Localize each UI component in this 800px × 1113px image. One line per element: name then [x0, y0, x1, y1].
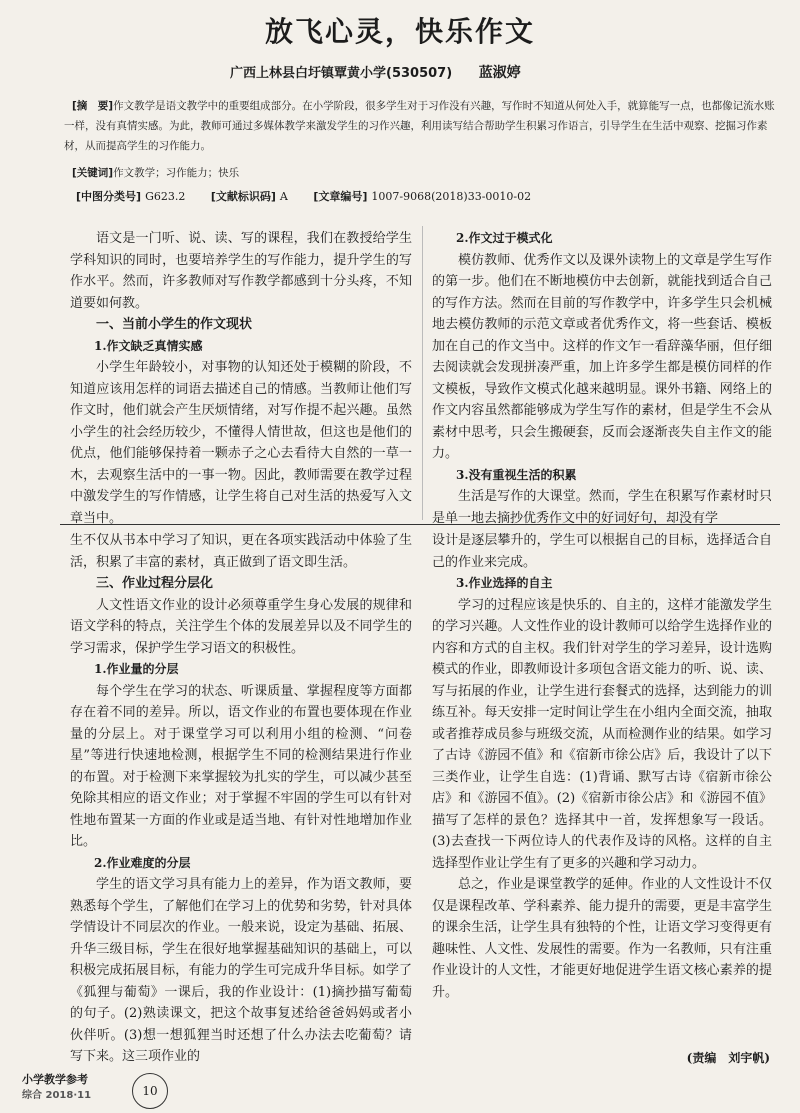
classification-row — [76, 188, 776, 204]
article-title: 放飞心灵，快乐作文 — [264, 15, 535, 48]
author-name: 蓝淑婷 — [478, 65, 521, 81]
column-top-left — [70, 228, 412, 529]
subsection-heading: 3.没有重视生活的积累 — [456, 467, 577, 482]
class-number-value: G623.2 — [145, 190, 186, 203]
paragraph: 学生的语文学习具有能力上的差异，作为语文教师，要熟悉每个学生，了解他们在学习上的优势和劣势，针对具体学情设计不同层次的作业。一般来说，设定为基础、拓展、升华三级目标，学生在很好地掌握基础知识的基础上，可以积极完成拓展目标，有能力的学生可完成升华目标。如学了《狐狸与葡萄》一课后，我的作业设计：(1)摘抄描写葡萄的句子。(2)熟读课文，把这个故事复述给爸爸妈妈或者小伙伴听。(3)想一想狐狸当时还想了什么办法去吃葡萄？请写下来。这三项作业的 — [70, 877, 412, 1064]
article-id-label: [文章编号] — [313, 190, 368, 203]
article-id-value: 1007-9068(2018)33-0010-02 — [371, 190, 532, 203]
column-bottom-right — [432, 530, 772, 1003]
paragraph: 语文是一门听、说、读、写的课程，我们在教授给学生学科知识的同时，也要培养学生的写作能力，提升学生的写作水平。然而，许多教师对写作教学都感到十分头疼，不知道要如何教。 — [70, 231, 412, 311]
section-divider — [60, 524, 780, 525]
subsection-heading: 1.作业量的分层 — [94, 662, 179, 676]
section-heading: 一、当前小学生的作文现状 — [96, 317, 253, 332]
paragraph: 模仿教师、优秀作文以及课外读物上的文章是学生写作的第一步。他们在不断地模仿中去创新，就能找到适合自己的写作方法。然而在目前的写作教学中，许多学生只会机械地去模仿教师的示范文章或者优秀作文，将一些套话、模板加在自己的作文当中。这样的作文乍一看辞藻华丽，但仔细去阅读就会发现拼凑严重，加上许多学生都是模仿同样的作文模板，导致作文模式化越来越明显。课外书籍、网络上的作文内容虽然都能够成为学生写作的素材，但是学生不会从素材中思考，只会生搬硬套，反而会逐渐丧失自主作文的能力。 — [432, 252, 772, 461]
subsection-heading: 2.作业难度的分层 — [94, 855, 191, 870]
abstract — [64, 96, 776, 156]
class-number-label: [中图分类号] — [76, 190, 142, 203]
abstract-label: [摘 要] — [72, 100, 114, 112]
keywords-label: [关键词] — [72, 167, 114, 179]
paragraph: 每个学生在学习的状态、听课质量、掌握程度等方面都存在着不同的差异。所以，语文作业的布置也要体现在作业量的分层上。对于课堂学习可以利用小组的检测、“问卷星”等进行快速地检测，根据学生不同的检测结果进行作业的布置。对于检测下来掌握较为扎实的学生，可以减少甚至免除其相应的语文作业；对于掌握不牢固的学生可以有针对性地布置某一方面的作业或是适当地、有针对性地增加作业比。 — [70, 683, 412, 849]
subsection-heading: 1.作文缺乏真情实感 — [94, 338, 203, 353]
paragraph: 小学生年龄较小，对事物的认知还处于模糊的阶段，不知道应该用怎样的词语去描述自己的情感。当教师让他们写作文时，他们就会产生厌烦情绪，对写作提不起兴趣。虽然小学生的社会经历较少，不懂得人情世故，但这也是他们的优点，他们能够保持着一颗赤子之心去看待大自然的一草一木，去观察生活中的一事一物。因此，教师需要在教学过程中激发学生的写作情感，让学生将自己对生活的热爱写入文章当中。 — [70, 360, 412, 526]
editor-credit: (责编 刘宇帆) — [686, 1051, 770, 1065]
abstract-text: 作文教学是语文教学中的重要组成部分。在小学阶段，很多学生对于习作没有兴趣，写作时不知道从何处入手，就算能写一点，也都像记流水账一样，没有真情实感。为此，教师可通过多媒体教学来激发学生的习作兴趣，利用读写结合帮助学生积累习作语言，引导学生在生活中观察、挖掘习作素材，从而提高学生的习作能力。 — [64, 100, 775, 152]
byline — [230, 62, 690, 82]
journal-name: 小学教学参考 — [22, 1073, 88, 1086]
subsection-heading: 2.作文过于模式化 — [456, 231, 553, 245]
paragraph: 设计是逐层攀升的，学生可以根据自己的目标，选择适合自己的作业来完成。 — [432, 533, 772, 570]
journal-footer — [22, 1072, 91, 1104]
paragraph: 学习的过程应该是快乐的、自主的，这样才能激发学生的学习兴趣。人文性作业的设计教师可以给学生选择作业的内容和方式的自主权。我们针对学生的学习差异，设计选购模式的作业，即教师设计多项包含语文能力的听、说、读、写与拓展的作业，让学生进行套餐式的选择，达到能力的训练互补。每天安排一定时间让学生在小组内全面交流，抽取或者推荐成员参与班级交流，从而检测作业的结果。如学习了古诗《游园不值》和《宿新市徐公店》后，我设计了以下三类作业，让学生自选：(1)背诵、默写古诗《宿新市徐公店》和《游园不值》。(2)《宿新市徐公店》和《游园不值》描写了怎样的景色？选择其中一首，发挥想象写一段话。(3)去查找一下两位诗人的代表作及诗的风格。这样的自主选择型作业让学生有了更多的兴趣和学习动力。 — [432, 597, 772, 871]
column-bottom-left — [70, 530, 412, 1068]
paragraph: 生不仅从书本中学习了知识，更在各项实践活动中体验了生活，积累了丰富的素材，真正做到了语文即生活。 — [70, 533, 412, 570]
doc-code-value: A — [279, 190, 288, 203]
doc-code-label: [文献标识码] — [210, 190, 276, 203]
keywords-text: 作文教学；习作能力；快乐 — [113, 167, 240, 179]
paragraph: 人文性语文作业的设计必须尊重学生身心发展的规律和语文学科的特点，关注学生个体的发展差异以及不同学生的学习需求，保护学生学习语文的积极性。 — [70, 597, 412, 656]
page-number: 10 — [132, 1073, 168, 1109]
affiliation: 广西上林县白圩镇覃黄小学(530507) — [230, 66, 453, 81]
subsection-heading: 3.作业选择的自主 — [456, 576, 553, 590]
keywords — [72, 165, 672, 180]
section-heading: 三、作业过程分层化 — [96, 576, 214, 591]
column-divider — [422, 226, 423, 520]
paragraph: 总之，作业是课堂教学的延伸。作业的人文性设计不仅仅是课程改革、学科素养、能力提升的需要，更是丰富学生的课余生活，让学生具有独特的个性，让语文学习变得更有趣味性、人文性、发展性的需要。作为一名教师，只有注重作业设计的人文性，才能更好地促进学生语文核心素养的提升。 — [432, 877, 772, 1000]
column-top-right — [432, 228, 772, 529]
paragraph: 生活是写作的大课堂。然而，学生在积累写作素材时只是单一地去摘抄优秀作文中的好词好句，却没有学 — [432, 489, 772, 526]
journal-issue: 综合 2018·11 — [22, 1090, 92, 1101]
